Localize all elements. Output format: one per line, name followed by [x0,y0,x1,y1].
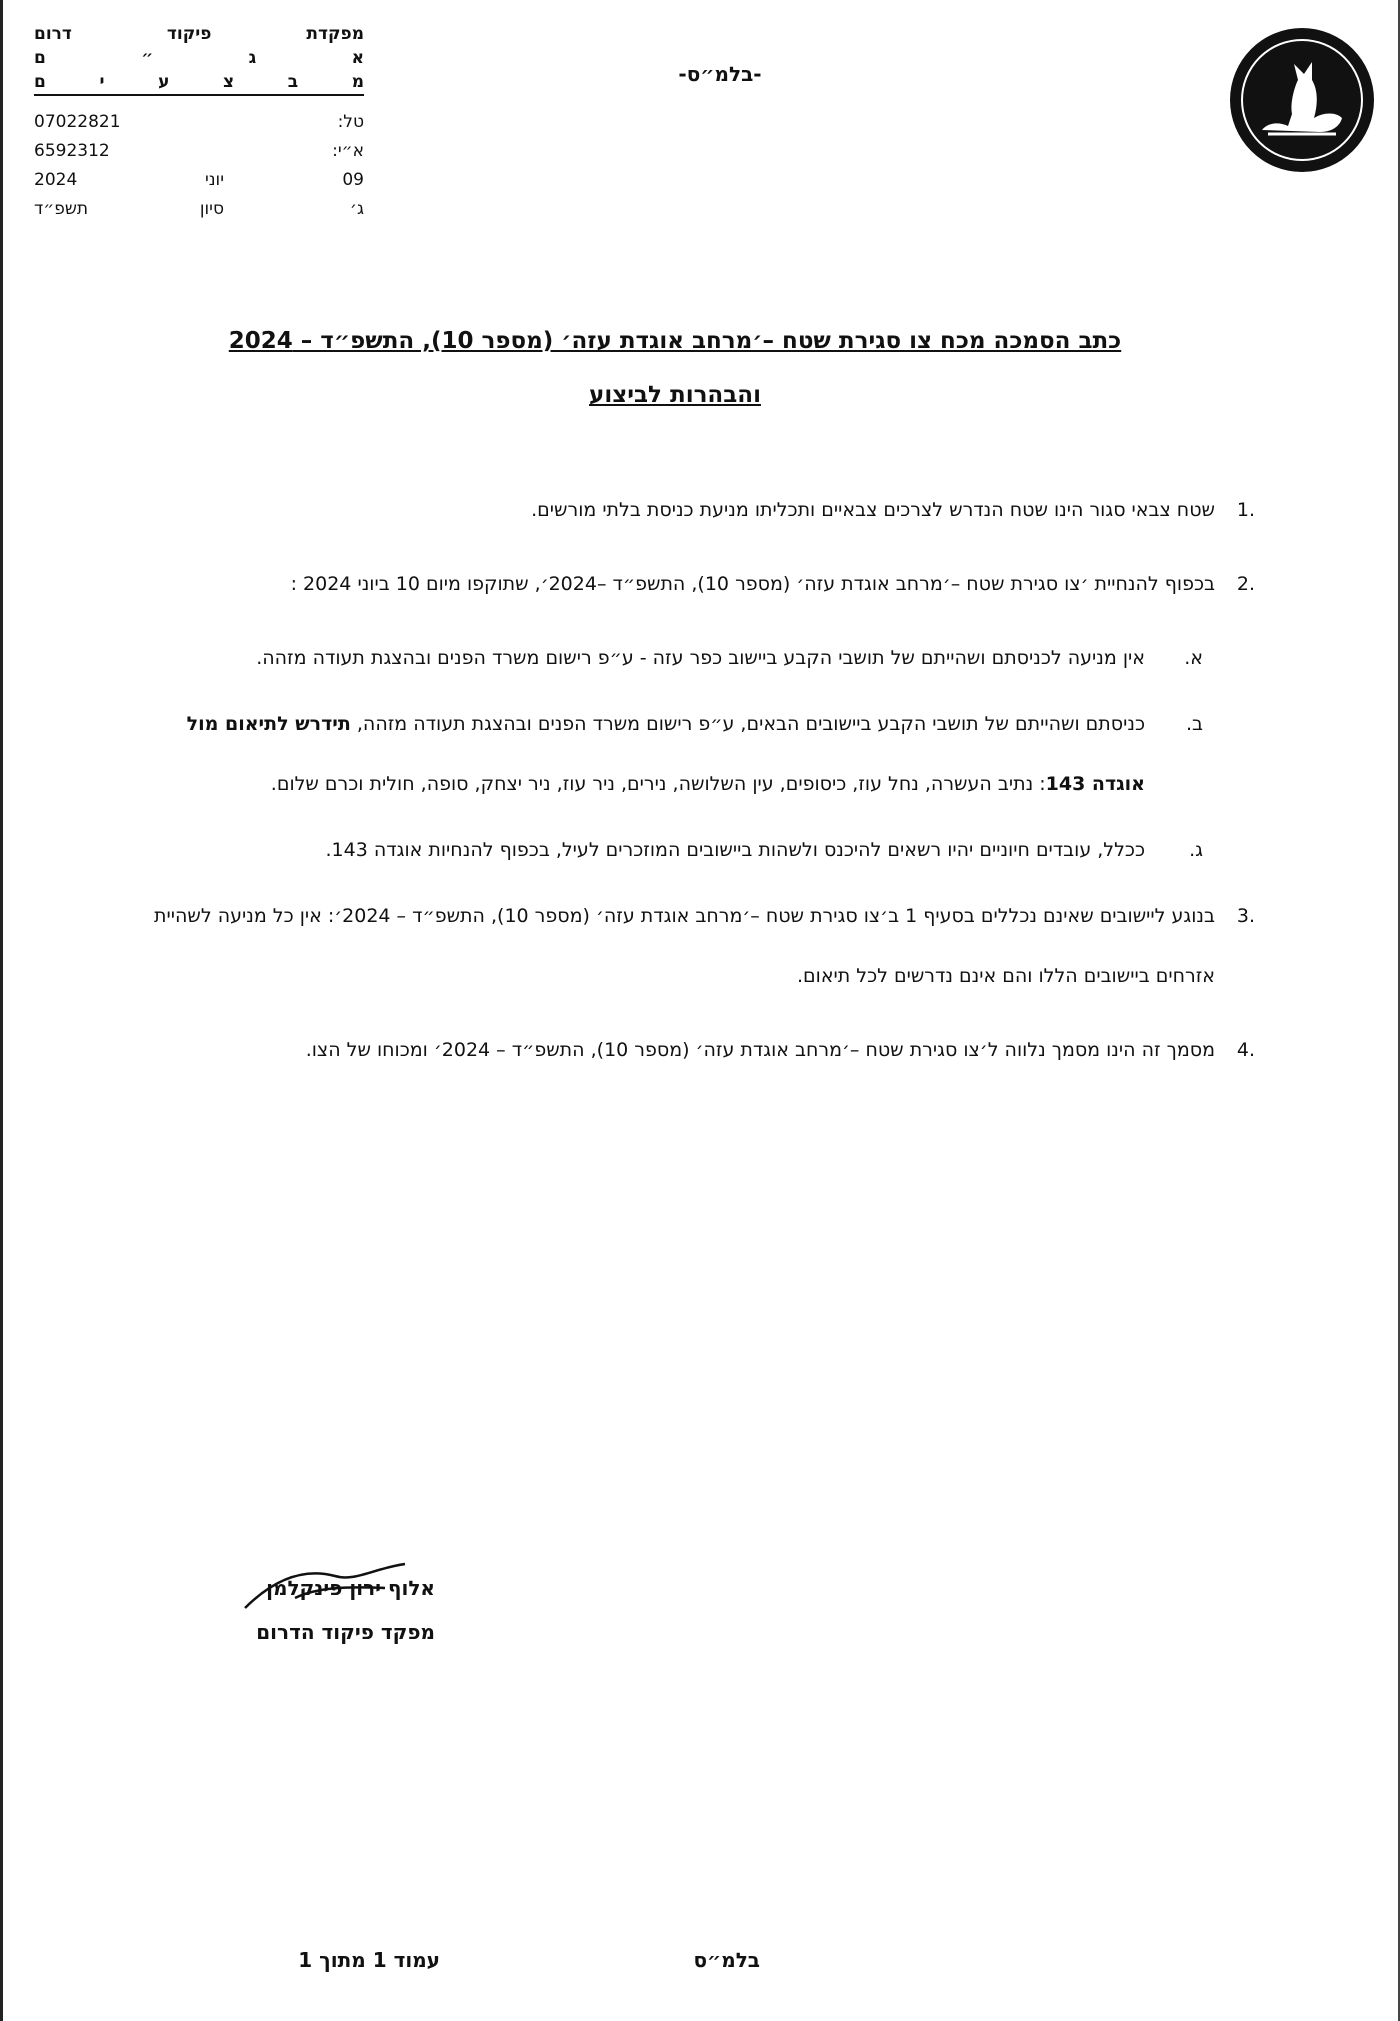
org-letter-3: צ [223,72,235,92]
paragraph-text: בנוגע ליישובים שאינם נכללים בסעיף 1 ב׳צו סגירת שטח –׳מרחב אוגדת עזה׳ (מספר 10), התשפ״ד – 2024׳: אין כל מניעה לשהיית אזרחים ביישובים הללו והם אינם נדרשים לכל תיאום. [154,905,1215,987]
org-word-2: פיקוד [166,24,212,44]
org-row-2 [34,46,364,70]
org-word-3: דרום [34,24,72,44]
paragraph-number: .1 [1236,499,1255,521]
subparagraph-a [145,628,1255,688]
subparagraph-letter: א. [1184,647,1203,669]
org-abbr-2: ג [248,48,257,68]
org-letter-5: י [99,72,105,92]
phone-value: 07022821 [34,112,121,132]
hebrew-date-month: סיון [199,199,224,219]
signer-role: מפקד פיקוד הדרום [256,1620,435,1644]
id-line [34,137,364,166]
hebrew-date-year: תשפ״ד [34,199,89,219]
date-year: 2024 [34,170,78,190]
subparagraph-letter: ב. [1185,713,1203,735]
org-abbr-3: ״ [141,48,154,68]
id-label: א״י: [332,141,364,161]
paragraph-number: .2 [1236,573,1255,595]
paragraph-text: שטח צבאי סגור הינו שטח הנדרש לצרכים צבאיים ותכליתו מניעת כניסת בלתי מורשים. [531,499,1215,521]
phone-label: טל: [337,112,364,132]
subparagraph-b [145,694,1255,814]
paragraph-number: .4 [1236,1039,1255,1061]
document-subtitle: והבהרות לביצוע [589,382,761,408]
org-row-1 [34,22,364,46]
document-body [145,480,1255,1094]
paragraph-text: בכפוף להנחיית ׳צו סגירת שטח –׳מרחב אוגדת עזה׳ (מספר 10), התשפ״ד –2024׳, שתוקפו מיום 10 ביוני 2024 : [290,573,1215,595]
coordination-requirement: תידרש לתיאום מול אוגדה 143 [186,713,1145,795]
paragraph-text: מסמך זה הינו מסמך נלווה ל׳צו סגירת שטח –׳מרחב אוגדת עזה׳ (מספר 10), התשפ״ד – 2024׳ ומכוחו של הצו. [305,1039,1215,1061]
subparagraph-text: אין מניעה לכניסתם ושהייתם של תושבי הקבע ביישוב כפר עזה - ע״פ רישום משרד הפנים ובהצגת תעודה מזהה. [256,647,1145,669]
org-letter-1: מ [351,72,364,92]
hebrew-date-line [34,195,364,224]
date-line [34,166,364,195]
date-month: יוני [204,170,224,190]
org-row-3 [34,70,364,96]
org-abbr-1: א [351,48,364,68]
paragraph-3 [145,886,1255,1006]
org-letter-6: ם [34,72,46,92]
paragraph-1 [145,480,1255,540]
subparagraph-text: כניסתם ושהייתם של תושבי הקבע ביישובים הבאים, ע״פ רישום משרד הפנים ובהצגת תעודה מזהה, [350,713,1145,735]
handwritten-signature [235,1558,415,1618]
page-number: עמוד 1 מתוך 1 [298,1948,440,1972]
org-letter-2: ב [287,72,299,92]
org-letter-4: ע [158,72,170,92]
date-day: 09 [342,170,364,190]
footer-classification: בלמ״ס [693,1948,760,1972]
org-header [34,22,364,96]
phone-line [34,108,364,137]
id-value: 6592312 [34,141,110,161]
paragraph-2 [145,554,1255,614]
page-left-edge [0,0,3,2021]
hebrew-date-day: ג׳ [349,199,364,219]
document-title: כתב הסמכה מכח צו סגירת שטח –׳מרחב אוגדת עזה׳ (מספר 10), התשפ״ד – 2024 [228,328,1122,354]
header-meta [34,108,364,224]
signer-name: אלוף ירון פינקלמן [266,1576,435,1600]
classification-top: -בלמ״ס- [678,62,762,86]
org-word-1: מפקדת [306,24,364,44]
paragraph-4 [145,1020,1255,1080]
signature-block [195,1566,435,1654]
subparagraph-c [145,820,1255,880]
paragraph-number: .3 [1236,905,1255,927]
org-abbr-4: ם [34,48,46,68]
subparagraph-text: ככלל, עובדים חיוניים יהיו רשאים להיכנס ולשהות ביישובים המוזכרים לעיל, בכפוף להנחיות אוגדה 143. [325,839,1145,861]
settlement-list: : נתיב העשרה, נחל עוז, כיסופים, עין השלושה, נירים, ניר עוז, ניר יצחק, סופה, חולית וכרם שלום. [270,773,1046,795]
subparagraph-letter: ג. [1189,839,1203,861]
fox-emblem-icon [1228,26,1376,174]
